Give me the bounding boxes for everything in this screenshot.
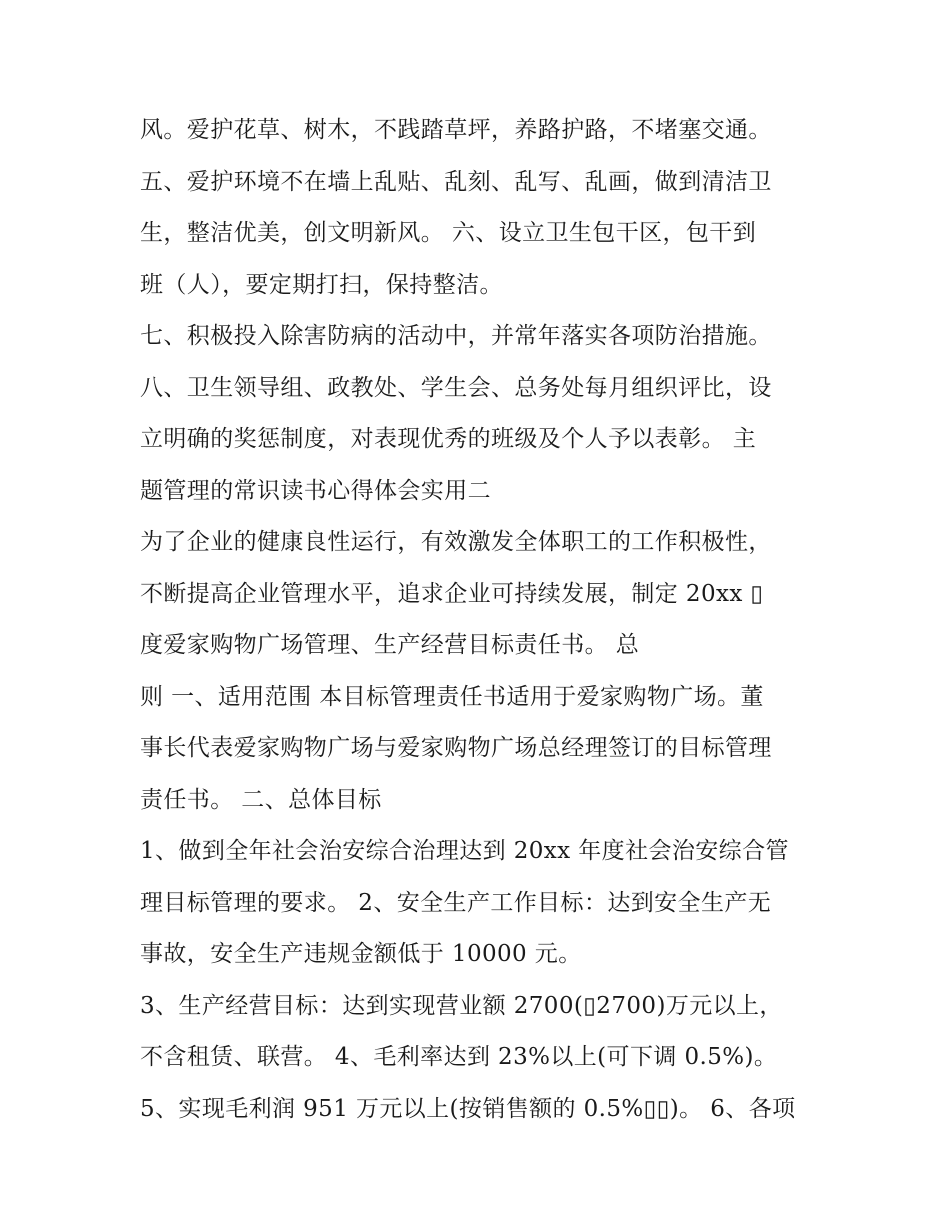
text-line: 五、爱护环境不在墙上乱贴、乱刻、乱写、乱画，做到清洁卫 — [140, 168, 772, 195]
text-line: 则 一、适用范围 本目标管理责任书适用于爱家购物广场。董 — [140, 683, 764, 710]
text-line: 责任书。 二、总体目标 — [140, 786, 382, 813]
text-line: 生，整洁优美，创文明新风。 六、设立卫生包干区，包干到 — [140, 220, 757, 246]
text-line: 3、生产经营目标：达到实现营业额 2700(▯2700)万元以上， — [140, 992, 783, 1019]
text-line: 为了企业的健康良性运行，有效激发全体职工的工作积极性， — [140, 529, 772, 555]
text-line: 题管理的常识读书心得体会实用二 — [140, 477, 491, 504]
text-line: 理目标管理的要求。 2、安全生产工作目标：达到安全生产无 — [140, 889, 772, 916]
text-line: 不含租赁、联营。 4、毛利率达到 23%以上(可下调 0.5%)。 — [140, 1044, 778, 1070]
text-line: 5、实现毛利润 951 万元以上(按销售额的 0.5%▯▯)。 6、各项 — [140, 1095, 796, 1122]
document-body — [140, 108, 830, 1138]
text-line: 不断提高企业管理水平，追求企业可持续发展，制定 20xx ▯ — [140, 580, 764, 607]
text-line: 八、卫生领导组、政教处、学生会、总务处每月组织评比，设 — [140, 374, 772, 401]
text-line: 七、积极投入除害防病的活动中，并常年落实各项防治措施。 — [140, 323, 772, 349]
text-line: 班（人），要定期打扫，保持整洁。 — [140, 271, 503, 298]
text-line: 事长代表爱家购物广场与爱家购物广场总经理签订的目标管理 — [140, 735, 772, 761]
text-line: 风。爱护花草、树木，不践踏草坪，养路护路，不堵塞交通。 — [140, 117, 772, 143]
text-line: 立明确的奖惩制度，对表现优秀的班级及个人予以表彰。 主 — [140, 426, 757, 452]
text-line: 度爱家购物广场管理、生产经营目标责任书。 总 — [140, 632, 640, 658]
text-line: 1、做到全年社会治安综合治理达到 20xx 年度社会治安综合管 — [140, 838, 789, 864]
text-line: 事故，安全生产违规金额低于 10000 元。 — [140, 941, 582, 967]
